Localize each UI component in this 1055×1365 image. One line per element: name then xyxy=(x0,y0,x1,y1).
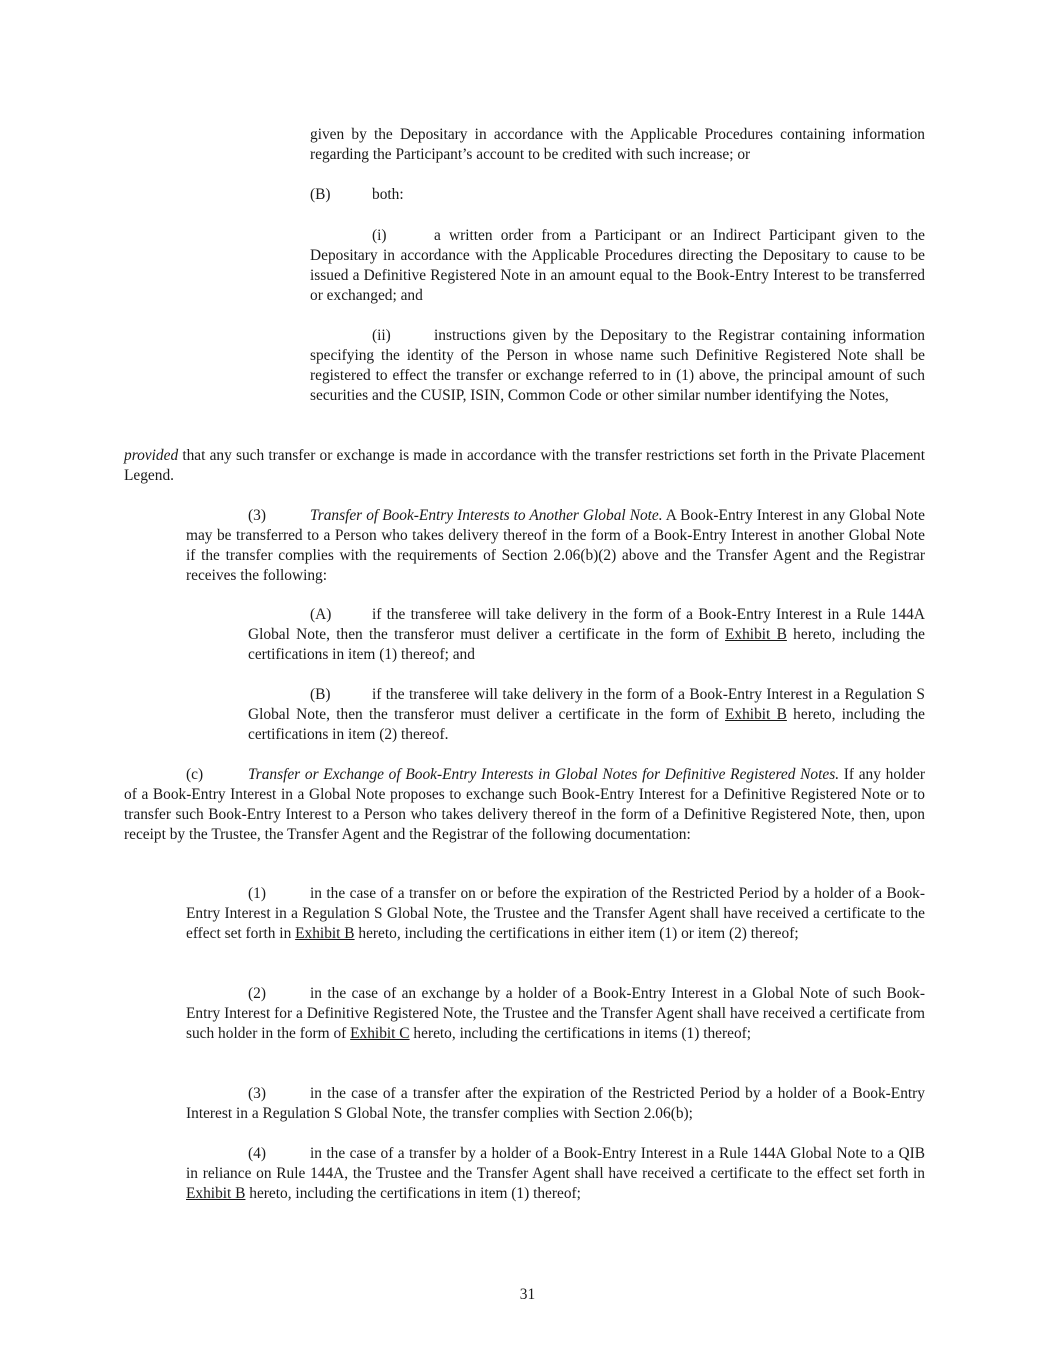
section-heading: Transfer of Book-Entry Interests to Another Global Note. xyxy=(310,507,663,524)
clause-marker: (3) xyxy=(248,507,266,524)
exhibit-b-reference: Exhibit B xyxy=(295,925,355,942)
clause-a-rule-144a xyxy=(248,605,925,665)
exhibit-b-reference: Exhibit B xyxy=(186,1185,246,1202)
paragraph-text: both: xyxy=(372,186,404,203)
paragraph-text: instructions given by the Depositary to the Registrar containing information specifying the identity of the Person in whose name such Definitive Registered Note shall be registered to effect the transfer or exchange referred to in (1) above, the principal amount of such securities and the CUSIP, ISIN, Common Code or other similar number identifying the Notes, xyxy=(310,327,925,404)
clause-1-restricted-period xyxy=(186,884,925,944)
exhibit-b-reference: Exhibit B xyxy=(725,626,787,643)
paragraph-text: in the case of an exchange by a holder of a Book-Entry Interest in a Global Note of such Book-Entry Interest for a Definitive Registered Note, the Trustee and the Transfer Agent shall have received a certificate from such holder in the form of xyxy=(186,985,925,1042)
exhibit-c-reference: Exhibit C xyxy=(350,1025,410,1042)
clause-marker: (ii) xyxy=(372,327,391,344)
paragraph-text: given by the Depositary in accordance with the Applicable Procedures containing information regarding the Participant’s account to be credited with such increase; or xyxy=(310,126,925,163)
clause-marker: (1) xyxy=(248,885,266,902)
paragraph-text: in the case of a transfer on or before the expiration of the Restricted Period by a holder of a Book-Entry Interest in a Regulation S Global Note, the Trustee and the Transfer Agent shall have received a certificate to the effect set forth in xyxy=(186,885,925,942)
paragraph-text: if the transferee will take delivery in the form of a Book-Entry Interest in a Rule 144A Global Note, then the transferor must deliver a certificate in the form of xyxy=(248,606,925,643)
proviso-lead: provided xyxy=(124,447,179,464)
clause-marker: (c) xyxy=(186,766,204,783)
clause-i-written-order xyxy=(310,226,925,306)
clause-b-both xyxy=(310,185,925,205)
clause-marker: (i) xyxy=(372,227,387,244)
paragraph-text: A Book-Entry Interest in any Global Note may be transferred to a Person who takes delivery thereof in the form of a Book-Entry Interest in another Global Note if the transfer complies with the requirements of Section 2.06(b)(2) above and the Transfer Agent and the Registrar receives the following: xyxy=(186,507,925,584)
paragraph-text: If any holder of a Book-Entry Interest in a Global Note proposes to exchange such Book-Entry Interest for a Definitive Registered Note or to transfer such Book-Entry Interest to a Person who takes delivery thereof in the form of a Definitive Registered Note, then, upon receipt by the Trustee, the Transfer Agent and the Registrar of the following documentation: xyxy=(124,766,925,843)
paragraph-text: in the case of a transfer by a holder of a Book-Entry Interest in a Rule 144A Global Note to a QIB in reliance on Rule 144A, the Trustee and the Transfer Agent shall have received a certificate to the effect set forth in xyxy=(186,1145,925,1182)
section-c-transfer-definitive xyxy=(124,765,925,845)
clause-marker: (2) xyxy=(248,985,266,1002)
clause-3-after-restricted-period xyxy=(186,1084,925,1124)
paragraph-text: in the case of a transfer after the expiration of the Restricted Period by a holder of a Book-Entry Interest in a Regulation S Global Note, the transfer complies with Section 2.06(b); xyxy=(186,1085,925,1122)
clause-marker: (4) xyxy=(248,1145,266,1162)
clause-ii-instructions xyxy=(310,326,925,406)
clause-2-exchange xyxy=(186,984,925,1044)
paragraph-text: hereto, including the certifications in either item (1) or item (2) thereof; xyxy=(354,925,799,942)
clause-4-rule-144a-qib xyxy=(186,1144,925,1204)
paragraph-text: hereto, including the certifications in item (1) thereof; and xyxy=(248,626,925,663)
paragraph-text: hereto, including the certifications in items (1) thereof; xyxy=(409,1025,752,1042)
paragraph-text: hereto, including the certifications in item (1) thereof; xyxy=(245,1185,581,1202)
paragraph-text: if the transferee will take delivery in the form of a Book-Entry Interest in a Regulation S Global Note, then the transferor must deliver a certificate in the form of xyxy=(248,686,925,723)
proviso-paragraph xyxy=(124,446,925,486)
page-number: 31 xyxy=(519,1286,536,1303)
paragraph-continuation xyxy=(310,125,925,165)
paragraph-text: hereto, including the certifications in item (2) thereof. xyxy=(248,706,925,743)
exhibit-b-reference: Exhibit B xyxy=(725,706,787,723)
clause-b-regulation-s xyxy=(248,685,925,745)
section-3-transfer-global-note xyxy=(186,506,925,586)
section-heading: Transfer or Exchange of Book-Entry Interests in Global Notes for Definitive Registered Notes. xyxy=(248,766,840,783)
clause-marker: (B) xyxy=(310,186,331,203)
paragraph-text: a written order from a Participant or an Indirect Participant given to the Depositary in accordance with the Applicable Procedures directing the Depositary to cause to be issued a Definitive Registered Note in an amount equal to the Book-Entry Interest to be transferred or exchanged; and xyxy=(310,227,925,304)
clause-marker: (3) xyxy=(248,1085,266,1102)
paragraph-text: that any such transfer or exchange is made in accordance with the transfer restrictions set forth in the Private Placement Legend. xyxy=(124,447,925,484)
clause-marker: (A) xyxy=(310,606,332,623)
clause-marker: (B) xyxy=(310,686,331,703)
